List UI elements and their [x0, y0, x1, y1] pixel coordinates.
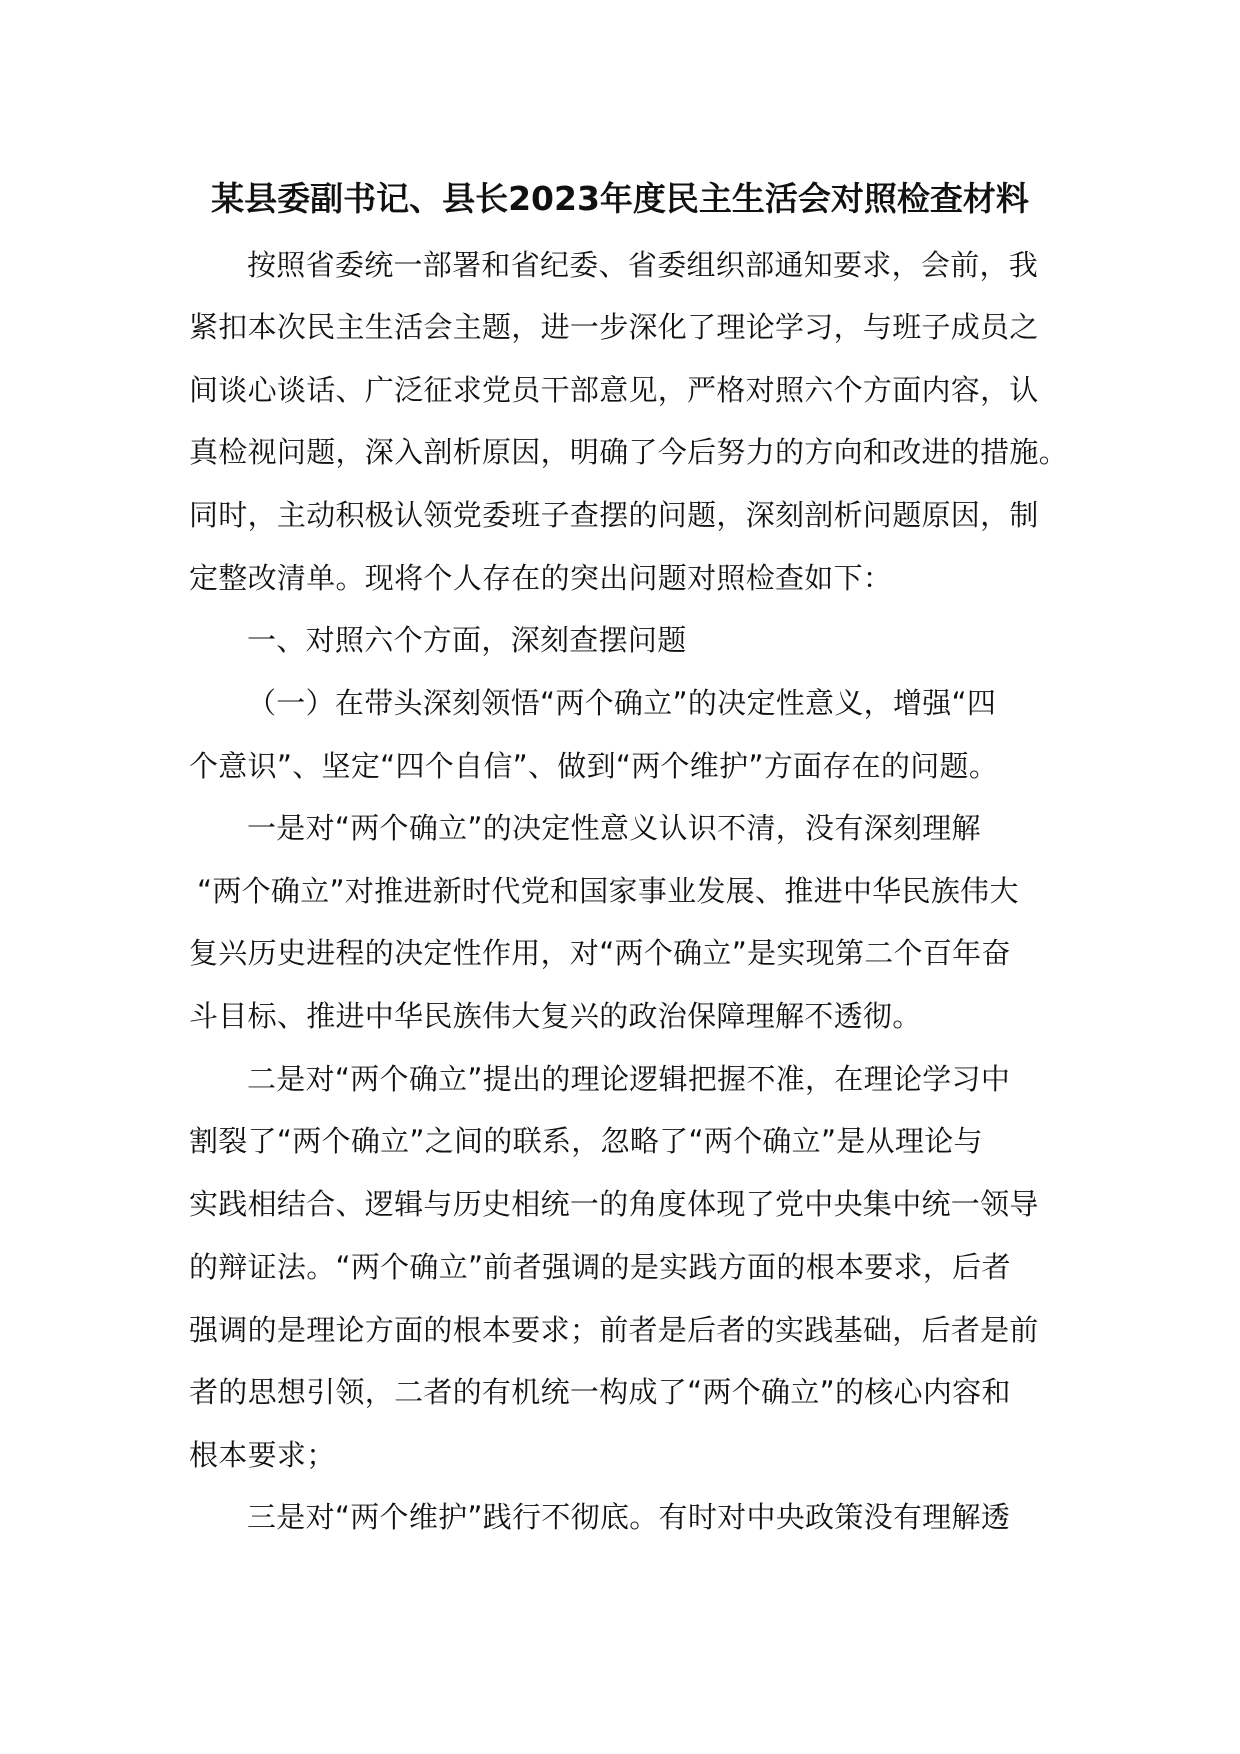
- paragraph-line: 的辩证法。“两个确立”前者强调的是实践方面的根本要求，后者: [189, 1250, 1011, 1284]
- paragraph-line: “两个确立”对推进新时代党和国家事业发展、推进中华民族伟大: [197, 874, 1019, 908]
- paragraph-line: 紧扣本次民主生活会主题，进一步深化了理论学习，与班子成员之: [189, 310, 1039, 344]
- paragraph-line: 间谈心谈话、广泛征求党员干部意见，严格对照六个方面内容，认: [189, 373, 1039, 407]
- paragraph-line: 三是对“两个维护”践行不彻底。有时对中央政策没有理解透: [247, 1500, 1011, 1534]
- paragraph-line: 真检视问题，深入剖析原因，明确了今后努力的方向和改进的措施。: [189, 435, 1069, 469]
- paragraph-line: 复兴历史进程的决定性作用，对“两个确立”是实现第二个百年奋: [189, 936, 1011, 970]
- paragraph-line: 斗目标、推进中华民族伟大复兴的政治保障理解不透彻。: [189, 999, 922, 1033]
- subsection-heading: （一）在带头深刻领悟“两个确立”的决定性意义，增强“四: [247, 686, 997, 720]
- paragraph-line: 定整改清单。现将个人存在的突出问题对照检查如下：: [189, 561, 893, 595]
- subsection-heading: 个意识”、坚定“四个自信”、做到“两个维护”方面存在的问题。: [189, 749, 999, 783]
- paragraph-line: 割裂了“两个确立”之间的联系，忽略了“两个确立”是从理论与: [189, 1124, 983, 1158]
- paragraph-line: 二是对“两个确立”提出的理论逻辑把握不准，在理论学习中: [247, 1062, 1011, 1096]
- paragraph-line: 者的思想引领，二者的有机统一构成了“两个确立”的核心内容和: [189, 1375, 1011, 1409]
- document-title: 某县委副书记、县长2023年度民主生活会对照检查材料: [211, 179, 1029, 218]
- paragraph-line: 同时，主动积极认领党委班子查摆的问题，深刻剖析问题原因，制: [189, 498, 1039, 532]
- paragraph-line: 根本要求；: [189, 1438, 336, 1472]
- paragraph-line: 一是对“两个确立”的决定性意义认识不清，没有深刻理解: [247, 811, 981, 845]
- section-heading: 一、对照六个方面，深刻查摆问题: [247, 623, 687, 657]
- paragraph-line: 实践相结合、逻辑与历史相统一的角度体现了党中央集中统一领导: [189, 1187, 1039, 1221]
- paragraph-line: 强调的是理论方面的根本要求；前者是后者的实践基础，后者是前: [189, 1313, 1039, 1347]
- paragraph-line: 按照省委统一部署和省纪委、省委组织部通知要求，会前，我: [247, 248, 1039, 282]
